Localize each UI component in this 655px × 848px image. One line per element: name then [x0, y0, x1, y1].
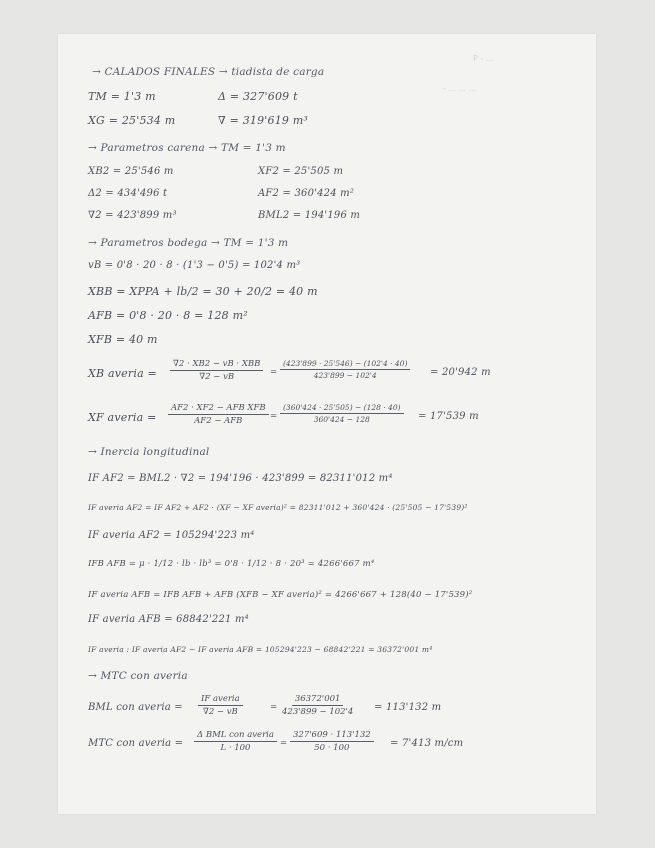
show-through-text: P - ... — [473, 54, 494, 63]
xf-averia-formula — [168, 403, 269, 426]
bml-averia-label: BML con averia = — [88, 702, 183, 713]
xg-value: XG = 25'534 m — [88, 114, 176, 127]
fraction-denominator: 423'899 − 102'4 — [313, 371, 377, 380]
fraction-numerator: (423'899 · 25'546) − (102'4 · 40) — [280, 359, 410, 370]
bml2-value: BML2 = 194'196 m — [258, 210, 361, 221]
mtc-averia-result: = 7'413 m/cm — [390, 738, 464, 749]
xf2-value: XF2 = 25'505 m — [258, 166, 344, 177]
fraction-denominator: AF2 − AFB — [194, 416, 243, 426]
fraction-numerator: (360'424 · 25'505) − (128 · 40) — [280, 403, 404, 414]
bml-averia-substitution — [282, 694, 353, 717]
equals-sign: = — [270, 702, 278, 712]
section-mtc-title: → MTC con averia — [88, 670, 188, 682]
equals-sign: = — [280, 738, 288, 748]
handwritten-page — [58, 34, 596, 814]
section-inercia-title: → Inercia longitudinal — [88, 446, 210, 458]
if-averia-afb-formula: IF averia AFB = IFB AFB + AFB (XFB − XF averia)² = 4266'667 + 128(40 − 17'539)² — [88, 590, 473, 600]
if-af2-line: IF AF2 = BML2 · ∇2 = 194'196 · 423'899 = 82311'012 m⁴ — [88, 473, 393, 484]
afb-value: AFB = 0'8 · 20 · 8 = 128 m² — [88, 309, 248, 322]
xf-averia-substitution — [280, 403, 404, 424]
mtc-averia-formula — [194, 730, 277, 753]
fraction-numerator: IF averia — [198, 694, 243, 706]
section-bodega-title: → Parametros bodega → TM = 1'3 m — [88, 237, 289, 249]
ifb-afb-line: IFB AFB = μ · 1/12 · lb · lb³ = 0'8 · 1/12 · 8 · 20³ = 4266'667 m⁴ — [88, 559, 375, 569]
equals-sign: = — [270, 367, 278, 377]
xb-averia-formula — [170, 359, 263, 382]
volume2-value: ∇2 = 423'899 m³ — [88, 210, 177, 221]
vb-value: vB = 0'8 · 20 · 8 · (1'3 − 0'5) = 102'4 m³ — [88, 260, 301, 271]
fraction-numerator: 36372'001 — [292, 694, 344, 706]
fraction-denominator: ∇2 − vB — [202, 707, 238, 717]
equals-sign: = — [270, 411, 278, 421]
mtc-averia-substitution — [290, 730, 374, 753]
show-through-text: - ... ... ... — [443, 84, 477, 93]
fraction-numerator: ∇2 · XB2 − vB · XBB — [170, 359, 263, 371]
xb-averia-result: = 20'942 m — [430, 367, 491, 378]
fraction-denominator: L · 100 — [220, 743, 251, 753]
tm-value: TM = 1'3 m — [88, 90, 156, 103]
fraction-numerator: AF2 · XF2 − AFB XFB — [168, 403, 269, 415]
xf-averia-label: XF averia = — [88, 411, 157, 424]
xb-averia-label: XB averia = — [88, 367, 157, 380]
xfb-value: XFB = 40 m — [88, 333, 158, 346]
xbb-value: XBB = XPPA + lb/2 = 30 + 20/2 = 40 m — [88, 285, 318, 298]
xf-averia-result: = 17'539 m — [418, 411, 479, 422]
bml-averia-formula — [198, 694, 243, 717]
if-averia-total-line: IF averia : IF averia AF2 − IF averia AFB = 105294'223 − 68842'221 = 36372'001 m⁴ — [88, 645, 433, 654]
if-averia-afb-result: IF averia AFB = 68842'221 m⁴ — [88, 614, 249, 625]
fraction-numerator: Δ BML con averia — [194, 730, 277, 742]
delta-value: Δ = 327'609 t — [218, 90, 298, 103]
if-averia-af2-result: IF averia AF2 = 105294'223 m⁴ — [88, 530, 255, 541]
fraction-denominator: 423'899 − 102'4 — [282, 707, 354, 717]
volume-value: ∇ = 319'619 m³ — [218, 114, 309, 127]
fraction-numerator: 327'609 · 113'132 — [290, 730, 374, 742]
bml-averia-result: = 113'132 m — [374, 702, 442, 713]
section-carena-title: → Parametros carena → TM = 1'3 m — [88, 142, 286, 154]
xb2-value: XB2 = 25'546 m — [88, 166, 174, 177]
af2-value: AF2 = 360'424 m² — [258, 188, 355, 199]
delta2-value: Δ2 = 434'496 t — [88, 188, 168, 199]
section-calados-title: → CALADOS FINALES → tiadista de carga — [92, 66, 325, 78]
fraction-denominator: 360'424 − 128 — [313, 415, 370, 424]
xb-averia-substitution — [280, 359, 410, 380]
fraction-denominator: 50 · 100 — [314, 743, 350, 753]
mtc-averia-label: MTC con averia = — [88, 738, 184, 749]
fraction-denominator: ∇2 − vB — [199, 372, 235, 382]
if-averia-af2-formula: IF averia AF2 = IF AF2 + AF2 · (XF − XF averia)² = 82311'012 + 360'424 · (25'505 − 17'539)² — [88, 503, 468, 512]
